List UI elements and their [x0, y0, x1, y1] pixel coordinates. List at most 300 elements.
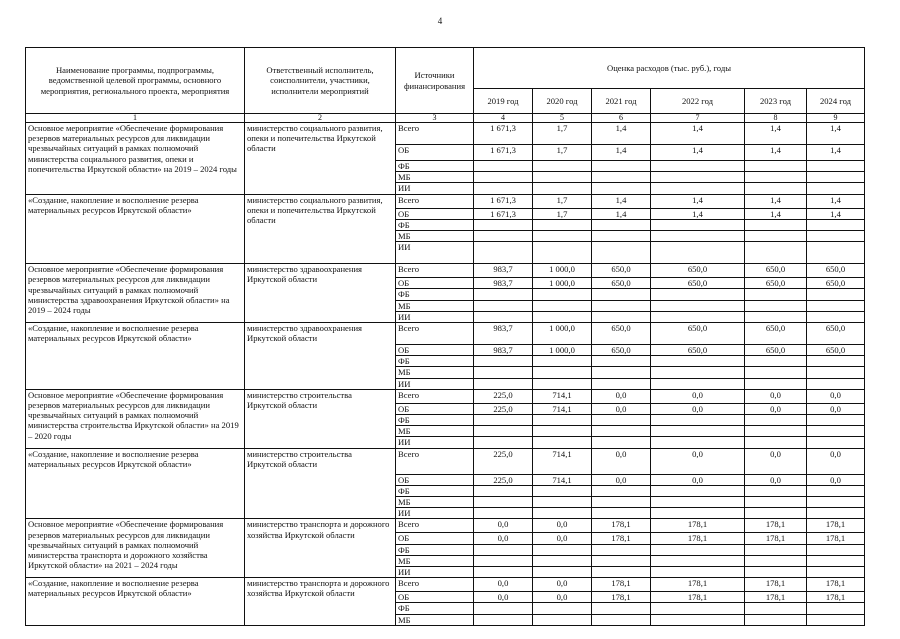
cost-value [807, 437, 865, 448]
cost-value [745, 289, 807, 300]
cost-value: 714,1 [533, 403, 592, 414]
cost-value: 650,0 [807, 345, 865, 356]
cost-value [651, 497, 745, 508]
cost-value: 1 671,3 [474, 208, 533, 219]
table-row [26, 123, 865, 145]
cost-value: 650,0 [651, 345, 745, 356]
cost-value [745, 231, 807, 242]
funding-source: ФБ [396, 219, 474, 230]
cost-value [474, 544, 533, 555]
cost-value: 0,0 [533, 592, 592, 603]
funding-source: МБ [396, 300, 474, 311]
cost-value [807, 555, 865, 566]
cost-value: 178,1 [651, 578, 745, 592]
cost-value: 0,0 [651, 448, 745, 474]
cost-value [651, 614, 745, 625]
cost-value: 0,0 [745, 448, 807, 474]
cost-value [592, 497, 651, 508]
cost-value [533, 161, 592, 172]
funding-source: ФБ [396, 603, 474, 614]
cost-value: 1,4 [807, 208, 865, 219]
header-name: Наименование программы, подпрограммы, ведомственной целевой программы, основного мероприятия, регионального проекта, мероприятия [26, 48, 245, 114]
cost-value: 225,0 [474, 448, 533, 474]
cost-value [651, 555, 745, 566]
column-number: 6 [592, 114, 651, 123]
cost-value: 0,0 [745, 403, 807, 414]
cost-value: 714,1 [533, 389, 592, 403]
funding-source: МБ [396, 172, 474, 183]
cost-value: 0,0 [592, 448, 651, 474]
cost-value: 178,1 [592, 533, 651, 544]
cost-value: 0,0 [651, 403, 745, 414]
cost-value [807, 378, 865, 389]
cost-value: 1,4 [745, 145, 807, 161]
cost-value [745, 508, 807, 519]
funding-source: МБ [396, 426, 474, 437]
expense-table [25, 47, 865, 626]
cost-value [533, 367, 592, 378]
cost-value [807, 567, 865, 578]
activity-name: Основное мероприятие «Обеспечение формирования резервов материальных ресурсов для ликвидации чрезвычайных ситуаций в рамках полномочий министерства транспорта и дорожного хозяйства Иркутской области» на 2021 – 2024 годы [26, 519, 245, 578]
responsible-executor: министерство здравоохранения Иркутской области [245, 264, 396, 323]
cost-value [474, 219, 533, 230]
cost-value [533, 508, 592, 519]
cost-value [807, 289, 865, 300]
cost-value [651, 437, 745, 448]
funding-source: ОБ [396, 345, 474, 356]
cost-value [651, 289, 745, 300]
cost-value [651, 415, 745, 426]
cost-value [807, 614, 865, 625]
funding-source: МБ [396, 231, 474, 242]
cost-value: 0,0 [745, 389, 807, 403]
cost-value: 650,0 [651, 264, 745, 278]
cost-value [651, 311, 745, 322]
cost-value: 1,4 [592, 208, 651, 219]
cost-value: 650,0 [745, 264, 807, 278]
cost-value: 0,0 [474, 519, 533, 533]
cost-value: 0,0 [533, 519, 592, 533]
cost-value: 650,0 [745, 323, 807, 345]
cost-value: 178,1 [651, 533, 745, 544]
cost-value: 225,0 [474, 474, 533, 485]
cost-value [474, 183, 533, 194]
cost-value [651, 426, 745, 437]
cost-value [807, 426, 865, 437]
funding-source: МБ [396, 555, 474, 566]
cost-value: 650,0 [592, 323, 651, 345]
column-number: 9 [807, 114, 865, 123]
cost-value: 0,0 [474, 533, 533, 544]
cost-value: 178,1 [745, 519, 807, 533]
cost-value [651, 508, 745, 519]
cost-value: 1 000,0 [533, 323, 592, 345]
cost-value: 178,1 [745, 533, 807, 544]
cost-value [745, 367, 807, 378]
cost-value: 650,0 [592, 278, 651, 289]
responsible-executor: министерство транспорта и дорожного хозяйства Иркутской области [245, 578, 396, 626]
cost-value [533, 426, 592, 437]
cost-value [592, 356, 651, 367]
cost-value [533, 485, 592, 496]
cost-value [592, 161, 651, 172]
cost-value [474, 497, 533, 508]
cost-value [533, 219, 592, 230]
cost-value: 1 671,3 [474, 194, 533, 208]
cost-value [533, 603, 592, 614]
funding-source: ОБ [396, 278, 474, 289]
funding-source: ИИ [396, 311, 474, 322]
cost-value [807, 172, 865, 183]
funding-source: ФБ [396, 356, 474, 367]
cost-value [533, 231, 592, 242]
cost-value [745, 485, 807, 496]
cost-value [533, 311, 592, 322]
responsible-executor: министерство социального развития, опеки и попечительства Иркутской области [245, 123, 396, 195]
cost-value [533, 567, 592, 578]
funding-source: ОБ [396, 474, 474, 485]
cost-value: 714,1 [533, 448, 592, 474]
cost-value [592, 242, 651, 264]
cost-value: 0,0 [651, 474, 745, 485]
cost-value [807, 311, 865, 322]
cost-value [474, 614, 533, 625]
funding-source: МБ [396, 614, 474, 625]
cost-value [807, 367, 865, 378]
cost-value [474, 437, 533, 448]
cost-value [651, 183, 745, 194]
page-number: 4 [437, 16, 443, 26]
cost-value: 1 000,0 [533, 345, 592, 356]
funding-source: Всего [396, 123, 474, 145]
cost-value [807, 544, 865, 555]
cost-value: 1,4 [745, 208, 807, 219]
cost-value [533, 544, 592, 555]
cost-value [807, 356, 865, 367]
cost-value: 178,1 [651, 592, 745, 603]
cost-value: 1,4 [592, 123, 651, 145]
cost-value [745, 497, 807, 508]
cost-value [474, 161, 533, 172]
cost-value [651, 231, 745, 242]
column-number: 2 [245, 114, 396, 123]
cost-value: 0,0 [651, 389, 745, 403]
cost-value: 983,7 [474, 264, 533, 278]
cost-value [474, 485, 533, 496]
table-row [26, 194, 865, 208]
activity-name: «Создание, накопление и восполнение резерва материальных ресурсов Иркутской области» [26, 194, 245, 264]
cost-value [474, 415, 533, 426]
cost-value [533, 614, 592, 625]
cost-value [807, 219, 865, 230]
cost-value [745, 614, 807, 625]
funding-source: Всего [396, 389, 474, 403]
cost-value: 1,7 [533, 194, 592, 208]
cost-value [592, 508, 651, 519]
funding-source: ОБ [396, 533, 474, 544]
cost-value: 178,1 [807, 578, 865, 592]
cost-value: 1 000,0 [533, 278, 592, 289]
cost-value [533, 183, 592, 194]
cost-value [592, 378, 651, 389]
cost-value: 178,1 [651, 519, 745, 533]
activity-name: «Создание, накопление и восполнение резерва материальных ресурсов Иркутской области» [26, 448, 245, 519]
cost-value [592, 614, 651, 625]
cost-value [592, 300, 651, 311]
cost-value [533, 356, 592, 367]
cost-value [807, 183, 865, 194]
cost-value [745, 544, 807, 555]
cost-value: 983,7 [474, 278, 533, 289]
cost-value [807, 497, 865, 508]
cost-value: 0,0 [592, 389, 651, 403]
funding-source: ИИ [396, 508, 474, 519]
cost-value [651, 544, 745, 555]
cost-value [533, 555, 592, 566]
cost-value [592, 415, 651, 426]
cost-value: 714,1 [533, 474, 592, 485]
cost-value [651, 485, 745, 496]
header-year: 2023 год [745, 89, 807, 114]
cost-value: 650,0 [745, 345, 807, 356]
responsible-executor: министерство транспорта и дорожного хозяйства Иркутской области [245, 519, 396, 578]
cost-value: 650,0 [651, 278, 745, 289]
cost-value [807, 161, 865, 172]
cost-value [745, 161, 807, 172]
activity-name: Основное мероприятие «Обеспечение формирования резервов материальных ресурсов для ликвидации чрезвычайных ситуаций в рамках полномочий министерства социального развития, опеки и попечительства Иркутской области» на 2019 – 2024 годы [26, 123, 245, 195]
cost-value: 1,4 [651, 194, 745, 208]
cost-value [807, 242, 865, 264]
cost-value: 1 671,3 [474, 123, 533, 145]
cost-value [474, 300, 533, 311]
funding-source: ИИ [396, 242, 474, 264]
table-row [26, 448, 865, 474]
responsible-executor: министерство строительства Иркутской области [245, 448, 396, 519]
cost-value [592, 437, 651, 448]
cost-value: 0,0 [592, 474, 651, 485]
cost-value [745, 242, 807, 264]
table-row [26, 519, 865, 533]
cost-value: 650,0 [807, 323, 865, 345]
cost-value: 178,1 [807, 533, 865, 544]
funding-source: ОБ [396, 208, 474, 219]
cost-value: 1,4 [807, 194, 865, 208]
column-number: 3 [396, 114, 474, 123]
cost-value: 178,1 [592, 578, 651, 592]
cost-value [533, 437, 592, 448]
cost-value: 1,7 [533, 145, 592, 161]
cost-value: 225,0 [474, 389, 533, 403]
header-year: 2024 год [807, 89, 865, 114]
header-source: Источники финансирования [396, 48, 474, 114]
cost-value [745, 219, 807, 230]
cost-value [474, 603, 533, 614]
column-number: 4 [474, 114, 533, 123]
cost-value: 0,0 [474, 578, 533, 592]
cost-value: 1,4 [807, 123, 865, 145]
cost-value [651, 367, 745, 378]
cost-value: 178,1 [807, 519, 865, 533]
responsible-executor: министерство строительства Иркутской области [245, 389, 396, 448]
cost-value [807, 508, 865, 519]
cost-value [745, 183, 807, 194]
funding-source: ИИ [396, 183, 474, 194]
cost-value: 0,0 [807, 403, 865, 414]
cost-value [533, 289, 592, 300]
cost-value: 1,4 [651, 145, 745, 161]
cost-value: 650,0 [592, 345, 651, 356]
funding-source: ФБ [396, 544, 474, 555]
column-number: 5 [533, 114, 592, 123]
cost-value [745, 378, 807, 389]
activity-name: «Создание, накопление и восполнение резерва материальных ресурсов Иркутской области» [26, 323, 245, 390]
cost-value [533, 242, 592, 264]
cost-value: 1,7 [533, 208, 592, 219]
cost-value [651, 161, 745, 172]
cost-value [474, 555, 533, 566]
cost-value: 1,4 [745, 123, 807, 145]
cost-value [745, 426, 807, 437]
cost-value: 1 000,0 [533, 264, 592, 278]
cost-value: 1,4 [745, 194, 807, 208]
cost-value [533, 300, 592, 311]
cost-value [745, 415, 807, 426]
cost-value [592, 367, 651, 378]
activity-name: Основное мероприятие «Обеспечение формирования резервов материальных ресурсов для ликвидации чрезвычайных ситуаций в рамках полномочий министерства здравоохранения Иркутской области» на 2019 – 2024 годы [26, 264, 245, 323]
cost-value [474, 231, 533, 242]
cost-value [745, 356, 807, 367]
header-year: 2021 год [592, 89, 651, 114]
funding-source: МБ [396, 367, 474, 378]
cost-value [474, 426, 533, 437]
cost-value [807, 415, 865, 426]
cost-value: 0,0 [807, 474, 865, 485]
cost-value [651, 603, 745, 614]
cost-value: 1 671,3 [474, 145, 533, 161]
table-row [26, 578, 865, 592]
column-number: 8 [745, 114, 807, 123]
funding-source: ОБ [396, 403, 474, 414]
cost-value: 0,0 [807, 448, 865, 474]
cost-value: 983,7 [474, 345, 533, 356]
cost-value [474, 172, 533, 183]
funding-source: Всего [396, 448, 474, 474]
cost-value [474, 367, 533, 378]
cost-value: 178,1 [592, 519, 651, 533]
cost-value [807, 603, 865, 614]
responsible-executor: министерство здравоохранения Иркутской области [245, 323, 396, 390]
cost-value [745, 567, 807, 578]
funding-source: МБ [396, 497, 474, 508]
cost-value [592, 231, 651, 242]
cost-value [474, 242, 533, 264]
table-row [26, 264, 865, 278]
header-responsible: Ответственный исполнитель, соисполнители, участники, исполнители мероприятий [245, 48, 396, 114]
cost-value [745, 437, 807, 448]
cost-value [533, 497, 592, 508]
activity-name: Основное мероприятие «Обеспечение формирования резервов материальных ресурсов для ликвидации чрезвычайных ситуаций в рамках полномочий министерства строительства Иркутской области» на 2019 – 2020 годы [26, 389, 245, 448]
cost-value: 0,0 [745, 474, 807, 485]
cost-value: 0,0 [533, 578, 592, 592]
cost-value [474, 378, 533, 389]
cost-value: 650,0 [807, 264, 865, 278]
header-year: 2022 год [651, 89, 745, 114]
cost-value: 178,1 [745, 592, 807, 603]
cost-value [745, 172, 807, 183]
funding-source: Всего [396, 194, 474, 208]
cost-value: 650,0 [807, 278, 865, 289]
cost-value [651, 172, 745, 183]
cost-value: 178,1 [592, 592, 651, 603]
cost-value [807, 231, 865, 242]
cost-value [592, 289, 651, 300]
cost-value [651, 300, 745, 311]
funding-source: Всего [396, 264, 474, 278]
column-number: 7 [651, 114, 745, 123]
funding-source: ИИ [396, 567, 474, 578]
funding-source: ИИ [396, 437, 474, 448]
cost-value [474, 311, 533, 322]
header-year: 2020 год [533, 89, 592, 114]
cost-value [592, 311, 651, 322]
cost-value: 0,0 [533, 533, 592, 544]
table-body [26, 123, 865, 626]
cost-value: 650,0 [745, 278, 807, 289]
column-number: 1 [26, 114, 245, 123]
cost-value [474, 289, 533, 300]
funding-source: ФБ [396, 485, 474, 496]
cost-value [745, 603, 807, 614]
activity-name: «Создание, накопление и восполнение резерва материальных ресурсов Иркутской области» [26, 578, 245, 626]
cost-value: 1,4 [592, 145, 651, 161]
cost-value: 983,7 [474, 323, 533, 345]
cost-value [807, 485, 865, 496]
funding-source: ФБ [396, 289, 474, 300]
cost-value [651, 242, 745, 264]
funding-source: ФБ [396, 161, 474, 172]
cost-value [592, 485, 651, 496]
funding-source: Всего [396, 578, 474, 592]
cost-value [592, 544, 651, 555]
funding-source: ОБ [396, 592, 474, 603]
cost-value: 1,4 [651, 208, 745, 219]
cost-value: 1,7 [533, 123, 592, 145]
cost-value [651, 219, 745, 230]
cost-value [651, 356, 745, 367]
cost-value: 0,0 [807, 389, 865, 403]
cost-value [592, 172, 651, 183]
cost-value [592, 555, 651, 566]
cost-value [592, 426, 651, 437]
cost-value [533, 415, 592, 426]
cost-value: 650,0 [592, 264, 651, 278]
cost-value [474, 356, 533, 367]
cost-value [745, 555, 807, 566]
cost-value [592, 603, 651, 614]
cost-value [592, 567, 651, 578]
cost-value: 178,1 [807, 592, 865, 603]
header-cost: Оценка расходов (тыс. руб.), годы [474, 48, 865, 89]
table-row [26, 389, 865, 403]
cost-value: 178,1 [745, 578, 807, 592]
cost-value: 1,4 [592, 194, 651, 208]
cost-value [745, 300, 807, 311]
funding-source: Всего [396, 323, 474, 345]
funding-source: ИИ [396, 378, 474, 389]
cost-value [807, 300, 865, 311]
header-year: 2019 год [474, 89, 533, 114]
funding-source: ОБ [396, 145, 474, 161]
